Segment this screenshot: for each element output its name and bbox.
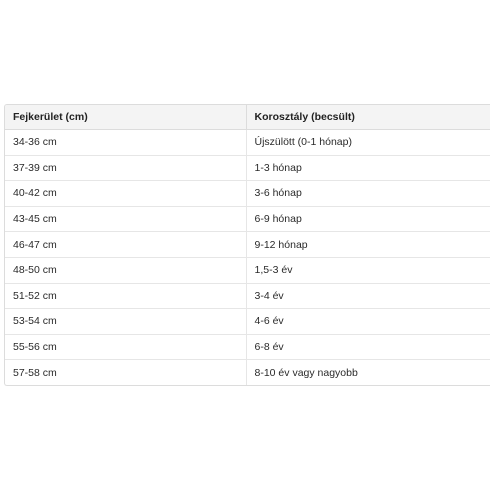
cell-age: 1,5-3 év [246, 257, 490, 283]
table-row [5, 206, 490, 232]
cell-circumference: 46-47 cm [5, 232, 246, 258]
table-row [5, 334, 490, 360]
table-row [5, 155, 490, 181]
cell-age: 4-6 év [246, 309, 490, 335]
cell-circumference: 40-42 cm [5, 181, 246, 207]
header-age-group: Korosztály (becsült) [246, 105, 490, 130]
table-body [5, 130, 490, 385]
cell-age: 6-9 hónap [246, 206, 490, 232]
head-circumference-table [5, 105, 490, 385]
table-row [5, 309, 490, 335]
table-row [5, 181, 490, 207]
table-row [5, 130, 490, 156]
table-row [5, 232, 490, 258]
cell-circumference: 53-54 cm [5, 309, 246, 335]
table-row [5, 257, 490, 283]
cell-circumference: 37-39 cm [5, 155, 246, 181]
header-row [5, 105, 490, 130]
cell-circumference: 55-56 cm [5, 334, 246, 360]
cell-circumference: 43-45 cm [5, 206, 246, 232]
header-head-circumference: Fejkerület (cm) [5, 105, 246, 130]
cell-circumference: 48-50 cm [5, 257, 246, 283]
cell-age: 3-6 hónap [246, 181, 490, 207]
cell-age: 8-10 év vagy nagyobb [246, 360, 490, 385]
cell-age: 1-3 hónap [246, 155, 490, 181]
cell-age: 9-12 hónap [246, 232, 490, 258]
cell-circumference: 34-36 cm [5, 130, 246, 156]
cell-age: 3-4 év [246, 283, 490, 309]
table-row [5, 360, 490, 385]
cell-circumference: 51-52 cm [5, 283, 246, 309]
table-row [5, 283, 490, 309]
table-header [5, 105, 490, 130]
cell-age: 6-8 év [246, 334, 490, 360]
size-table-container [4, 104, 490, 386]
cell-age: Újszülött (0-1 hónap) [246, 130, 490, 156]
cell-circumference: 57-58 cm [13, 366, 57, 379]
